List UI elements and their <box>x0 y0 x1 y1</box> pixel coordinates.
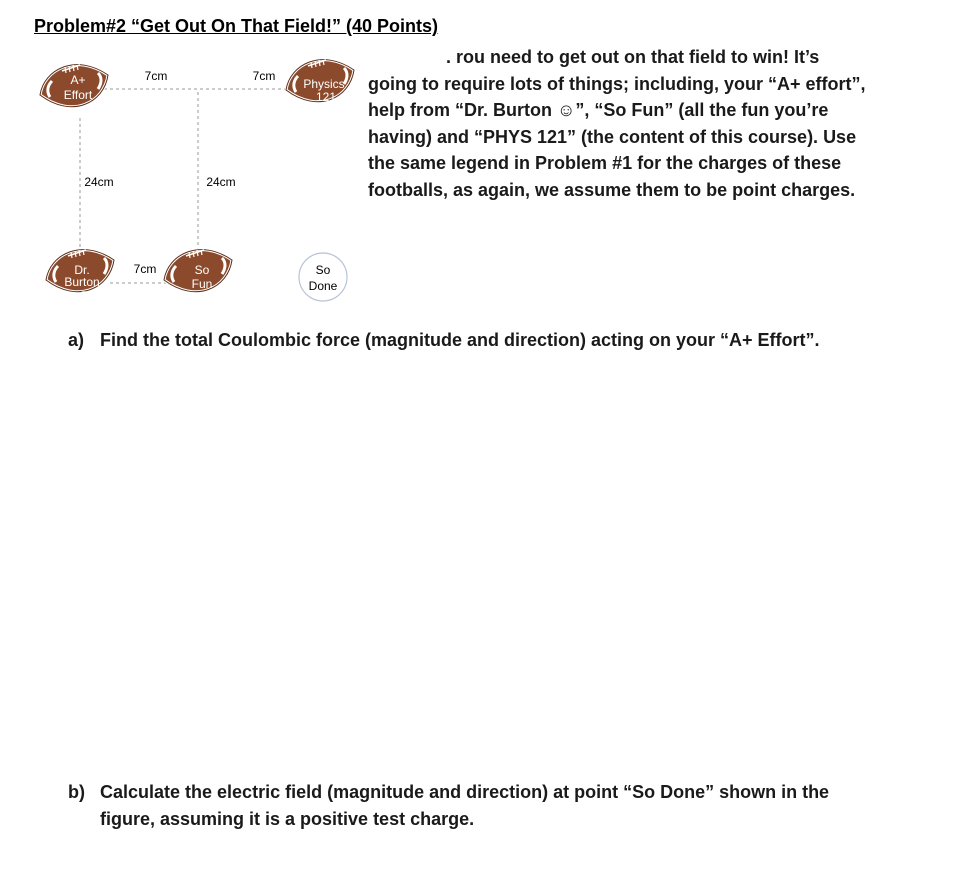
description-line: . rou need to get out on that field to win! It’s <box>446 47 820 67</box>
ball-label: Burton <box>64 275 100 289</box>
ball-label: A+ <box>70 73 86 87</box>
football-so-fun <box>164 250 232 292</box>
question-a <box>68 327 820 354</box>
ball-label: 121 <box>315 90 337 104</box>
ball-label: Dr. <box>74 263 90 277</box>
point-label: Done <box>308 279 338 293</box>
dim-label-mid-vertical: 24cm <box>206 175 236 189</box>
dim-label-top-left: 7cm <box>144 69 168 83</box>
ball-label: Effort <box>63 88 93 102</box>
description-line: help from “Dr. Burton ☺”, “So Fun” (all the fun you’re <box>368 100 829 120</box>
problem-title: Problem#2 “Get Out On That Field!” (40 Points) <box>34 16 439 36</box>
football-a-effort <box>40 65 108 107</box>
point-label: So <box>315 263 331 277</box>
description-line: footballs, as again, we assume them to be point charges. <box>368 179 856 200</box>
dim-label-bottom: 7cm <box>133 262 157 276</box>
question-text: Find the total Coulombic force (magnitude and direction) acting on your “A+ Effort”. <box>100 330 820 350</box>
smiley-icon: ☺ <box>77 287 91 301</box>
football-dr-burton <box>46 250 114 301</box>
dim-label-left-vertical: 24cm <box>84 175 114 189</box>
dim-label-top-right: 7cm <box>252 69 276 83</box>
question-label: a) <box>68 330 85 350</box>
question-b <box>68 779 829 833</box>
football-physics-121 <box>286 60 354 104</box>
description-line: the same legend in Problem #1 for the charges of these <box>368 153 842 173</box>
description-line: having) and “PHYS 121” (the content of this course). Use <box>368 126 857 147</box>
ball-label: So <box>194 263 210 277</box>
description-line: going to require lots of things; including, your “A+ effort”, <box>368 73 866 94</box>
ball-label: Fun <box>191 277 213 291</box>
ball-label: Physics <box>303 77 345 91</box>
point-so-done <box>299 253 347 301</box>
question-text: Calculate the electric field (magnitude and direction) at point “So Done” shown in the <box>100 782 830 802</box>
question-label: b) <box>68 782 85 802</box>
question-text: figure, assuming it is a positive test charge. <box>100 809 475 829</box>
